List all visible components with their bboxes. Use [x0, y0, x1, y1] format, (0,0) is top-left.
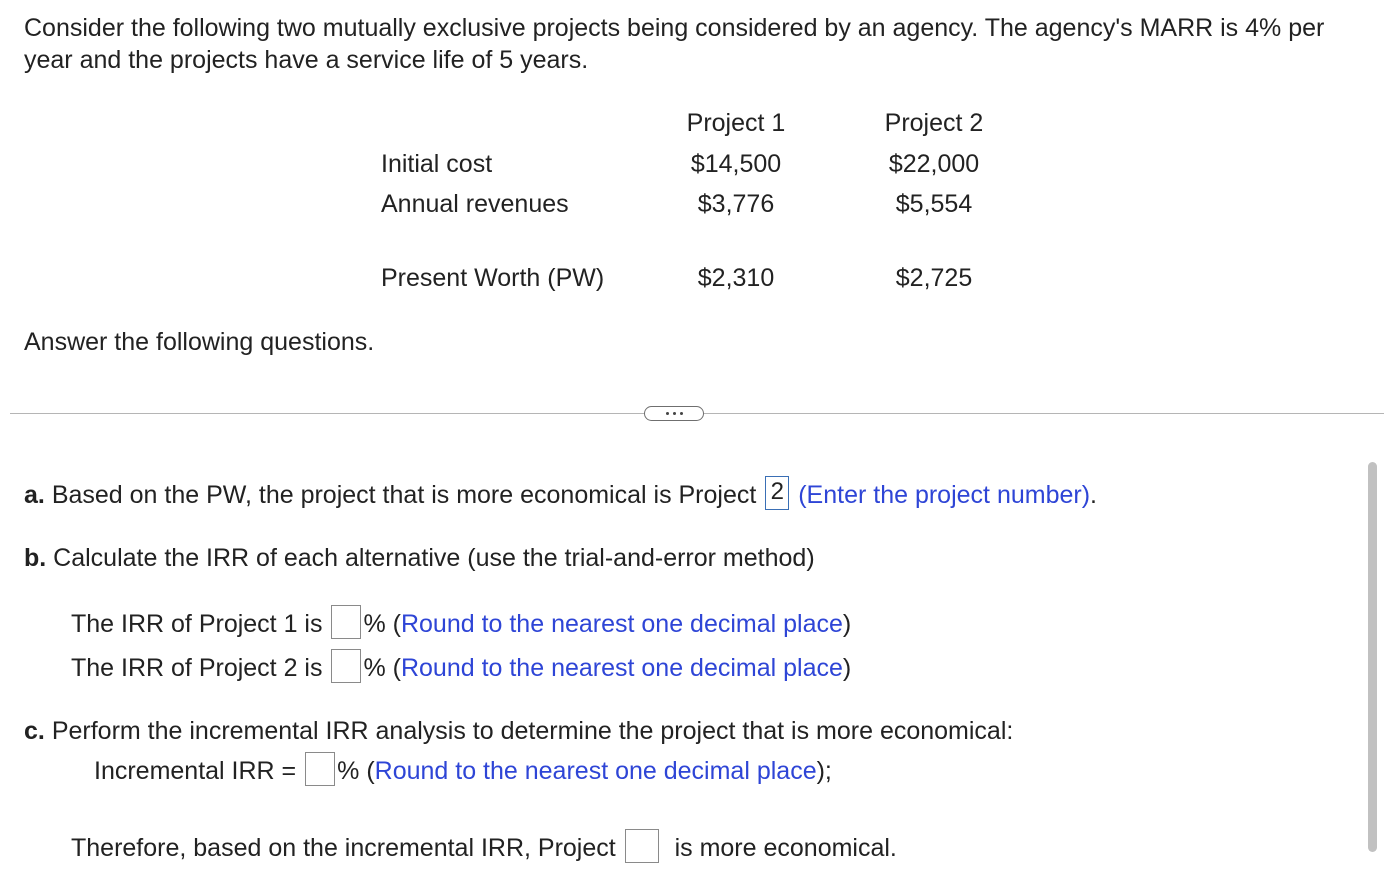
incremental-irr-input[interactable]: [305, 752, 335, 786]
question-b-text: Calculate the IRR of each alternative (use the trial-and-error method): [53, 544, 815, 572]
irr-project-1-label: The IRR of Project 1 is: [71, 610, 323, 638]
ellipsis-dot: [673, 412, 676, 415]
irr-project-2-label: The IRR of Project 2 is: [71, 654, 323, 682]
present-worth-project-2: $2,725: [895, 264, 973, 292]
question-c-letter: c.: [24, 717, 45, 745]
irr-project-2-input[interactable]: [331, 649, 361, 683]
problem-intro: Consider the following two mutually exclusive projects being considered by an agency. The agency's MARR is 4% per year and the projects have a service life of 5 years.: [24, 14, 1325, 74]
economical-project-input[interactable]: [625, 829, 659, 863]
rounding-hint[interactable]: Round to the nearest one decimal place: [400, 610, 843, 638]
hint-close-paren: ): [842, 610, 852, 638]
hint-open-paren: (: [366, 757, 375, 785]
header-project-2: Project 2: [884, 109, 984, 137]
row-label-initial-cost: Initial cost: [381, 150, 493, 178]
ellipsis-dot: [680, 412, 683, 415]
therefore-label: Therefore, based on the incremental IRR, Project: [71, 834, 616, 862]
header-project-1: Project 1: [686, 109, 786, 137]
question-c-text: Perform the incremental IRR analysis to determine the project that is more economical:: [51, 717, 1014, 745]
present-worth-project-1: $2,310: [697, 264, 775, 292]
incremental-irr-line: [94, 754, 832, 788]
expand-more-button[interactable]: [644, 406, 704, 421]
hint-close-paren: );: [816, 757, 832, 785]
hint-close-paren: ): [842, 654, 852, 682]
irr-project-1-line: [71, 607, 851, 641]
project-number-answer-box[interactable]: 2: [765, 476, 789, 510]
question-b-letter: b.: [24, 544, 47, 572]
irr-project-2-line: [71, 651, 851, 685]
question-b: [24, 543, 815, 573]
irr-project-1-input[interactable]: [331, 605, 361, 639]
question-a: [24, 478, 1097, 512]
percent-sign: %: [363, 654, 386, 682]
annual-revenues-project-2: $5,554: [895, 190, 973, 218]
therefore-line: [71, 831, 897, 865]
question-a-period: .: [1090, 481, 1097, 509]
scrollbar-thumb[interactable]: [1368, 462, 1377, 852]
hint-open-paren: (: [392, 654, 401, 682]
question-a-letter: a.: [24, 481, 45, 509]
hint-open-paren: (: [392, 610, 401, 638]
row-label-annual-revenues: Annual revenues: [381, 190, 569, 218]
therefore-suffix: is more economical.: [674, 834, 897, 862]
ellipsis-icon: [666, 412, 669, 415]
percent-sign: %: [363, 610, 386, 638]
initial-cost-project-2: $22,000: [888, 150, 980, 178]
question-c: [24, 716, 1013, 746]
row-label-present-worth: Present Worth (PW): [381, 264, 605, 292]
rounding-hint[interactable]: Round to the nearest one decimal place: [400, 654, 843, 682]
rounding-hint[interactable]: Round to the nearest one decimal place: [374, 757, 817, 785]
answer-prompt: Answer the following questions.: [24, 328, 375, 356]
question-a-hint[interactable]: (Enter the project number): [798, 481, 1091, 509]
percent-sign: %: [337, 757, 360, 785]
question-a-text: Based on the PW, the project that is more economical is Project: [51, 481, 757, 509]
initial-cost-project-1: $14,500: [690, 150, 782, 178]
incremental-irr-label: Incremental IRR =: [94, 757, 297, 785]
annual-revenues-project-1: $3,776: [697, 190, 775, 218]
